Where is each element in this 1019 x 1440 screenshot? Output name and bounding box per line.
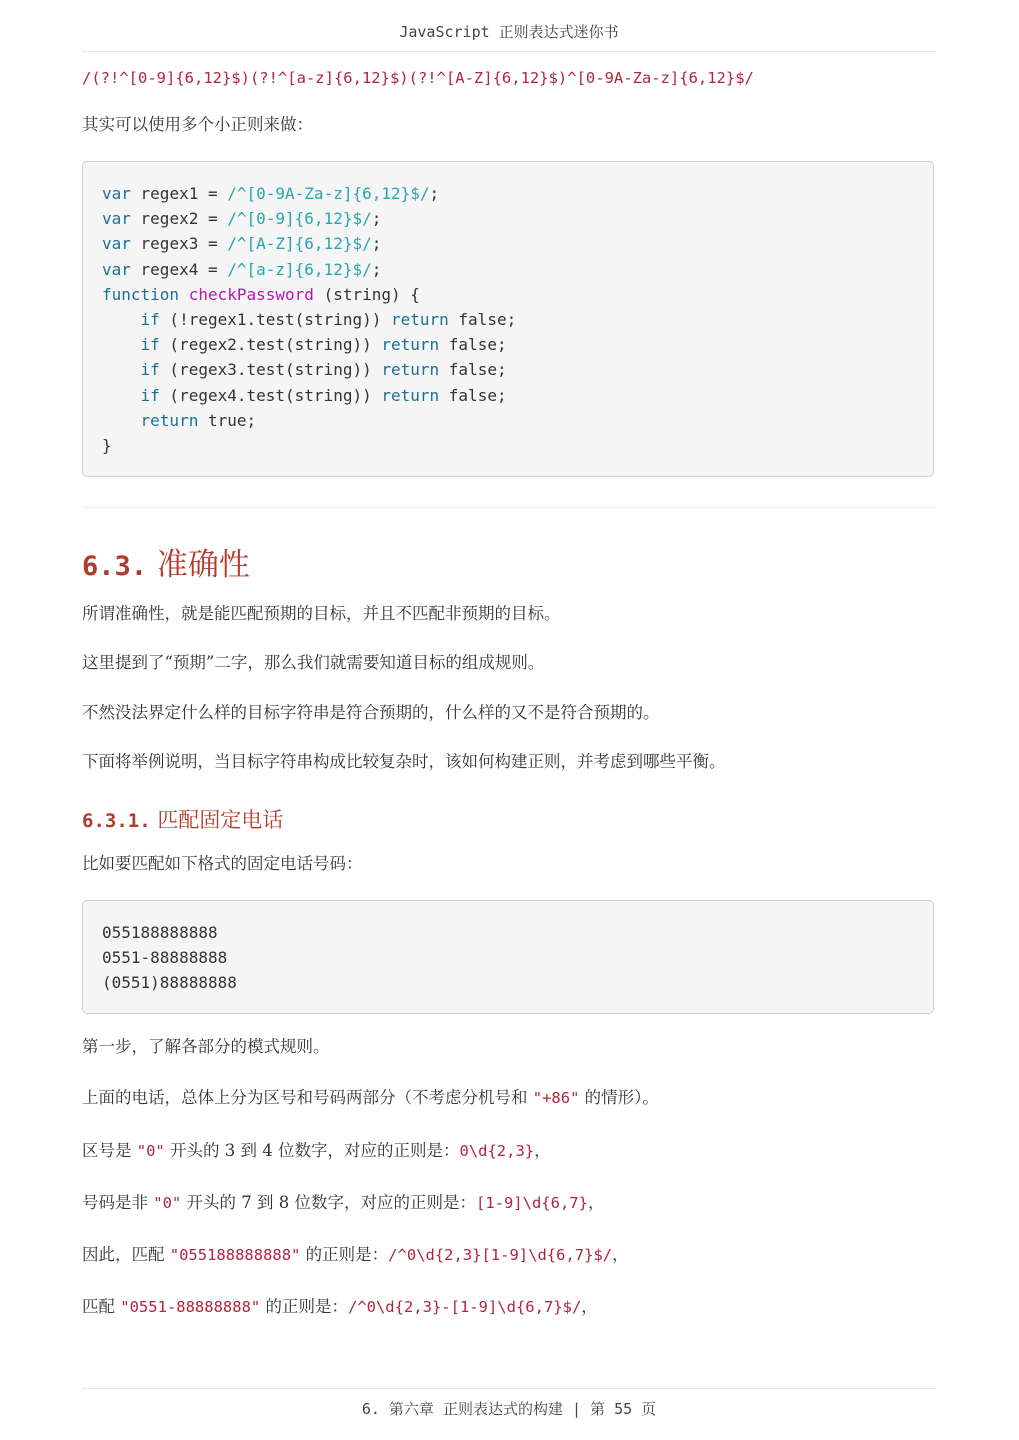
text: ， [587, 1193, 605, 1212]
inline-code: "+86" [532, 1089, 580, 1107]
text: 开头的 7 到 8 位数字，对应的正则是： [181, 1193, 476, 1212]
paragraph-2: 这里提到了“预期”二字，那么我们就需要知道目标的组成规则。 [82, 653, 545, 672]
code-token-rx: /^[0-9A-Za-z]{6,12}$/ [227, 184, 430, 203]
text: 区号是 [82, 1141, 137, 1160]
code-token: (regex4.test(string)) [159, 385, 382, 405]
page-footer [82, 1388, 936, 1421]
code-token: (regex3.test(string)) [159, 360, 382, 380]
header-title: JavaScript 正则表达式迷你书 [399, 23, 619, 41]
text: 的情形）。 [579, 1088, 659, 1107]
code-token: true; [198, 410, 257, 430]
footer-page-number: 第 55 页 [590, 1400, 657, 1418]
intro-paragraph: 其实可以使用多个小正则来做： [82, 115, 313, 134]
code-token-kw: return [381, 360, 440, 380]
code-token: regex3 = [130, 234, 228, 254]
regex-line [82, 66, 942, 90]
code-token-kw: function [102, 284, 180, 304]
inline-regex: 0\d{2,3} [459, 1142, 535, 1160]
code-token: ; [371, 209, 382, 229]
code-token [102, 310, 141, 329]
code-token-kw: var [102, 184, 131, 203]
code-token-kw: if [140, 310, 160, 330]
section-title: 准确性 [156, 547, 250, 583]
paragraph-1: 所谓准确性，就是能匹配预期的目标，并且不匹配非预期的目标。 [82, 604, 561, 623]
text: 号码是非 [82, 1193, 154, 1212]
code-token: false; [439, 335, 507, 355]
code-token: ; [429, 184, 440, 203]
explain-line-5 [82, 1295, 942, 1319]
code-token: } [102, 436, 112, 456]
inline-code: "0551-88888888" [120, 1298, 261, 1316]
code-token-kw: if [140, 360, 160, 380]
code-token-rx: /^[0-9]{6,12}$/ [227, 209, 372, 229]
code-token: regex1 = [130, 184, 228, 203]
text: ， [612, 1245, 629, 1264]
paragraph-3: 不然没法界定什么样的目标字符串是符合预期的，什么样的又不是符合预期的。 [82, 703, 660, 722]
footer-divider: | [571, 1400, 582, 1418]
section-heading [82, 543, 250, 589]
phone-listing [83, 901, 933, 996]
text: 匹配 [82, 1297, 121, 1316]
code-token-rx: /^[A-Z]{6,12}$/ [227, 234, 372, 254]
paragraph-4: 下面将举例说明，当目标字符串构成比较复杂时，该如何构建正则，并考虑到哪些平衡。 [82, 752, 726, 771]
explain-line-1 [82, 1086, 942, 1110]
text: 因此，匹配 [82, 1245, 170, 1264]
code-token: ; [371, 259, 382, 279]
text: ， [534, 1141, 551, 1160]
regex-code: /(?!^[0-9]{6,12}$)(?!^[a-z]{6,12}$)(?!^[A-Z]{6,12}$)^[0-9A-Za-z]{6,12}$/ [82, 69, 754, 87]
inline-regex: /^0\d{2,3}[1-9]\d{6,7}$/ [388, 1246, 613, 1264]
section-number: 6.3. [82, 551, 148, 582]
code-token-fn: checkPassword [188, 284, 314, 304]
code-token [179, 285, 189, 304]
step-paragraph: 第一步，了解各部分的模式规则。 [82, 1037, 330, 1056]
code-token: false; [439, 360, 507, 380]
subsection-intro: 比如要匹配如下格式的固定电话号码： [82, 854, 363, 873]
explain-line-3 [82, 1191, 942, 1215]
code-listing [83, 162, 933, 458]
phone-line: 055188888888 [102, 923, 218, 942]
code-token: (regex2.test(string)) [159, 335, 382, 355]
footer-chapter: 6. 第六章 正则表达式的构建 [361, 1400, 563, 1418]
inline-regex: /^0\d{2,3}-[1-9]\d{6,7}$/ [347, 1298, 582, 1316]
code-token [102, 335, 141, 354]
subsection-number: 6.3.1. [82, 810, 151, 832]
section-divider [82, 507, 936, 508]
inline-code: "0" [136, 1142, 165, 1160]
code-token-kw: if [140, 335, 160, 355]
text: 的正则是： [260, 1297, 348, 1316]
explain-line-4 [82, 1243, 942, 1267]
explain-line-2 [82, 1139, 942, 1163]
code-token: false; [448, 310, 517, 330]
inline-code: "055188888888" [169, 1246, 301, 1264]
code-token-kw: return [381, 335, 440, 355]
code-token: false; [439, 385, 507, 405]
code-token: (string) { [313, 284, 420, 304]
inline-code: "0" [153, 1194, 182, 1212]
code-token-kw: if [140, 385, 160, 405]
code-token-kw: return [381, 385, 440, 405]
text: 开头的 3 到 4 位数字，对应的正则是： [164, 1141, 460, 1160]
code-block-phones [82, 900, 934, 1014]
code-token-kw: return [140, 410, 199, 430]
code-token: regex4 = [130, 259, 228, 279]
code-token-kw: return [390, 310, 449, 330]
phone-line: (0551)88888888 [102, 973, 237, 993]
subsection-title: 匹配固定电话 [157, 808, 284, 832]
code-token-kw: var [102, 234, 131, 254]
subsection-heading [82, 805, 283, 836]
code-token: (!regex1.test(string)) [159, 310, 391, 330]
code-block-password [82, 161, 934, 477]
page-header [82, 20, 936, 52]
code-token: ; [371, 234, 382, 254]
text: 的正则是： [300, 1245, 389, 1264]
inline-regex: [1-9]\d{6,7} [475, 1194, 588, 1212]
code-token [102, 360, 141, 379]
code-token-kw: var [102, 209, 131, 229]
code-token-rx: /^[a-z]{6,12}$/ [227, 259, 372, 279]
phone-line: 0551-88888888 [102, 948, 228, 968]
code-token-kw: var [102, 259, 131, 279]
code-token: regex2 = [130, 209, 228, 229]
text: 上面的电话，总体上分为区号和号码两部分（不考虑分机号和 [82, 1088, 533, 1107]
code-token [102, 411, 141, 430]
text: ， [581, 1297, 598, 1316]
code-token [102, 386, 141, 405]
